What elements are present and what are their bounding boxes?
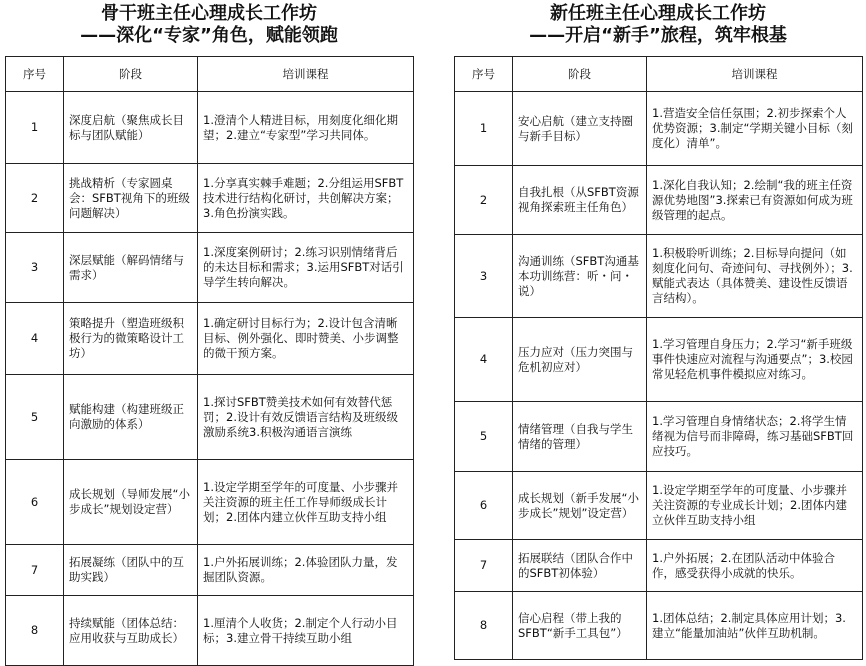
row-num: 4 (6, 303, 64, 375)
table-row (6, 375, 414, 460)
table-row (455, 166, 863, 235)
table-row (455, 318, 863, 402)
table-row (455, 402, 863, 472)
header-num: 序号 (6, 57, 64, 92)
row-stage: 安心启航（建立支持圈与新手目标） (513, 92, 647, 166)
row-course: 1.积极聆听训练；2.目标导向提问（如刻度化问句、奇迹问句、寻找例外）；3.赋能式表达（具体赞美、建设性反馈语言结构）。 (647, 235, 863, 318)
row-stage: 深度启航（聚焦成长目标与团队赋能） (64, 92, 198, 164)
table-header-row (455, 57, 863, 92)
row-num: 1 (6, 92, 64, 164)
table-row (455, 472, 863, 540)
table-row (455, 235, 863, 318)
right-panel (454, 0, 862, 640)
row-num: 4 (455, 318, 513, 402)
row-stage: 深层赋能（解码情绪与需求） (64, 233, 198, 303)
row-course: 1.深度案例研讨；2.练习识别情绪背后的未达目标和需求；3.运用SFBT对话引导学生转向解决。 (198, 233, 414, 303)
row-course: 1.团体总结；2.制定具体应用计划；3.建立“能量加油站”伙伴互助机制。 (647, 592, 863, 660)
left-title-main: 骨干班主任心理成长工作坊 (101, 3, 317, 24)
right-table (454, 56, 863, 660)
row-stage: 信心启程（带上我的SFBT“新手工具包”） (513, 592, 647, 660)
row-num: 8 (6, 596, 64, 666)
table-row (455, 540, 863, 592)
row-course: 1.学习管理自身情绪状态；2.将学生情绪视为信号而非障碍，练习基础SFBT回应技巧。 (647, 402, 863, 472)
row-stage: 沟通训练（SFBT沟通基本功训练营：听・问・说） (513, 235, 647, 318)
row-course: 1.户外拓展训练；2.体验团队力量，发掘团队资源。 (198, 545, 414, 596)
table-row (6, 303, 414, 375)
row-stage: 赋能构建（构建班级正向激励的体系） (64, 375, 198, 460)
table-row (455, 592, 863, 660)
row-course: 1.营造安全信任氛围；2.初步探索个人优势资源；3.制定“学期关键小目标（刻度化）清单”。 (647, 92, 863, 166)
table-row (6, 164, 414, 233)
left-title-sub: ——深化“专家”角色，赋能领跑 (80, 25, 338, 46)
header-course: 培训课程 (198, 57, 414, 92)
row-num: 7 (455, 540, 513, 592)
row-course: 1.学习管理自身压力；2.学习“新手班级事件快速应对流程与沟通要点”；3.校园常见轻危机事件模拟应对练习。 (647, 318, 863, 402)
row-course: 1.探讨SFBT赞美技术如何有效替代惩罚；2.设计有效反馈语言结构及班级级激励系统3.积极沟通语言演练 (198, 375, 414, 460)
right-title-main: 新任班主任心理成长工作坊 (550, 3, 766, 24)
row-num: 6 (455, 472, 513, 540)
table-row (6, 233, 414, 303)
row-course: 1.确定研讨目标行为；2.设计包含清晰目标、例外强化、即时赞美、小步调整的微干预方案。 (198, 303, 414, 375)
row-num: 5 (6, 375, 64, 460)
row-num: 6 (6, 460, 64, 545)
row-num: 1 (455, 92, 513, 166)
row-course: 1.设定学期至学年的可度量、小步骤并关注资源的班主任工作导师级成长计划；2.团体内建立伙伴互助支持小组 (198, 460, 414, 545)
table-row (455, 92, 863, 166)
row-course: 1.户外拓展；2.在团队活动中体验合作，感受获得小成就的快乐。 (647, 540, 863, 592)
row-stage: 情绪管理（自我与学生情绪的管理） (513, 402, 647, 472)
table-row (6, 460, 414, 545)
row-stage: 挑战精析（专家圆桌会：SFBT视角下的班级问题解决） (64, 164, 198, 233)
table-row (6, 596, 414, 666)
table-header-row (6, 57, 414, 92)
row-course: 1.厘清个人收货；2.制定个人行动小目标；3.建立骨干持续互助小组 (198, 596, 414, 666)
left-title (5, 0, 413, 47)
row-num: 8 (455, 592, 513, 660)
header-course: 培训课程 (647, 57, 863, 92)
header-stage: 阶段 (513, 57, 647, 92)
table-row (6, 92, 414, 164)
row-num: 3 (455, 235, 513, 318)
row-num: 2 (455, 166, 513, 235)
right-title-sub: ——开启“新手”旅程，筑牢根基 (529, 25, 787, 46)
left-table (5, 56, 414, 666)
row-stage: 自我扎根（从SFBT资源视角探索班主任角色） (513, 166, 647, 235)
row-course: 1.澄清个人精进目标，用刻度化细化期望；2.建立“专家型”学习共同体。 (198, 92, 414, 164)
row-num: 7 (6, 545, 64, 596)
left-panel (5, 0, 413, 645)
row-stage: 持续赋能（团体总结：应用收获与互助成长） (64, 596, 198, 666)
row-num: 5 (455, 402, 513, 472)
header-num: 序号 (455, 57, 513, 92)
row-num: 2 (6, 164, 64, 233)
row-stage: 成长规划（导师发展“小步成长”规划设定营） (64, 460, 198, 545)
right-title (454, 0, 862, 47)
row-course: 1.深化自我认知；2.绘制“我的班主任资源优势地图”3.探索已有资源如何成为班级管理的起点。 (647, 166, 863, 235)
row-stage: 拓展联结（团队合作中的SFBT初体验） (513, 540, 647, 592)
row-stage: 成长规划（新手发展“小步成长”规划”设定营） (513, 472, 647, 540)
row-course: 1.分享真实棘手难题；2.分组运用SFBT技术进行结构化研讨，共创解决方案；3.角色扮演实践。 (198, 164, 414, 233)
row-stage: 压力应对（压力突围与危机初应对） (513, 318, 647, 402)
row-num: 3 (6, 233, 64, 303)
header-stage: 阶段 (64, 57, 198, 92)
row-course: 1.设定学期至学年的可度量、小步骤并关注资源的专业成长计划；2.团体内建立伙伴互助支持小组 (647, 472, 863, 540)
row-stage: 策略提升（塑造班级积极行为的微策略设计工坊） (64, 303, 198, 375)
row-stage: 拓展凝练（团队中的互助实践） (64, 545, 198, 596)
table-row (6, 545, 414, 596)
